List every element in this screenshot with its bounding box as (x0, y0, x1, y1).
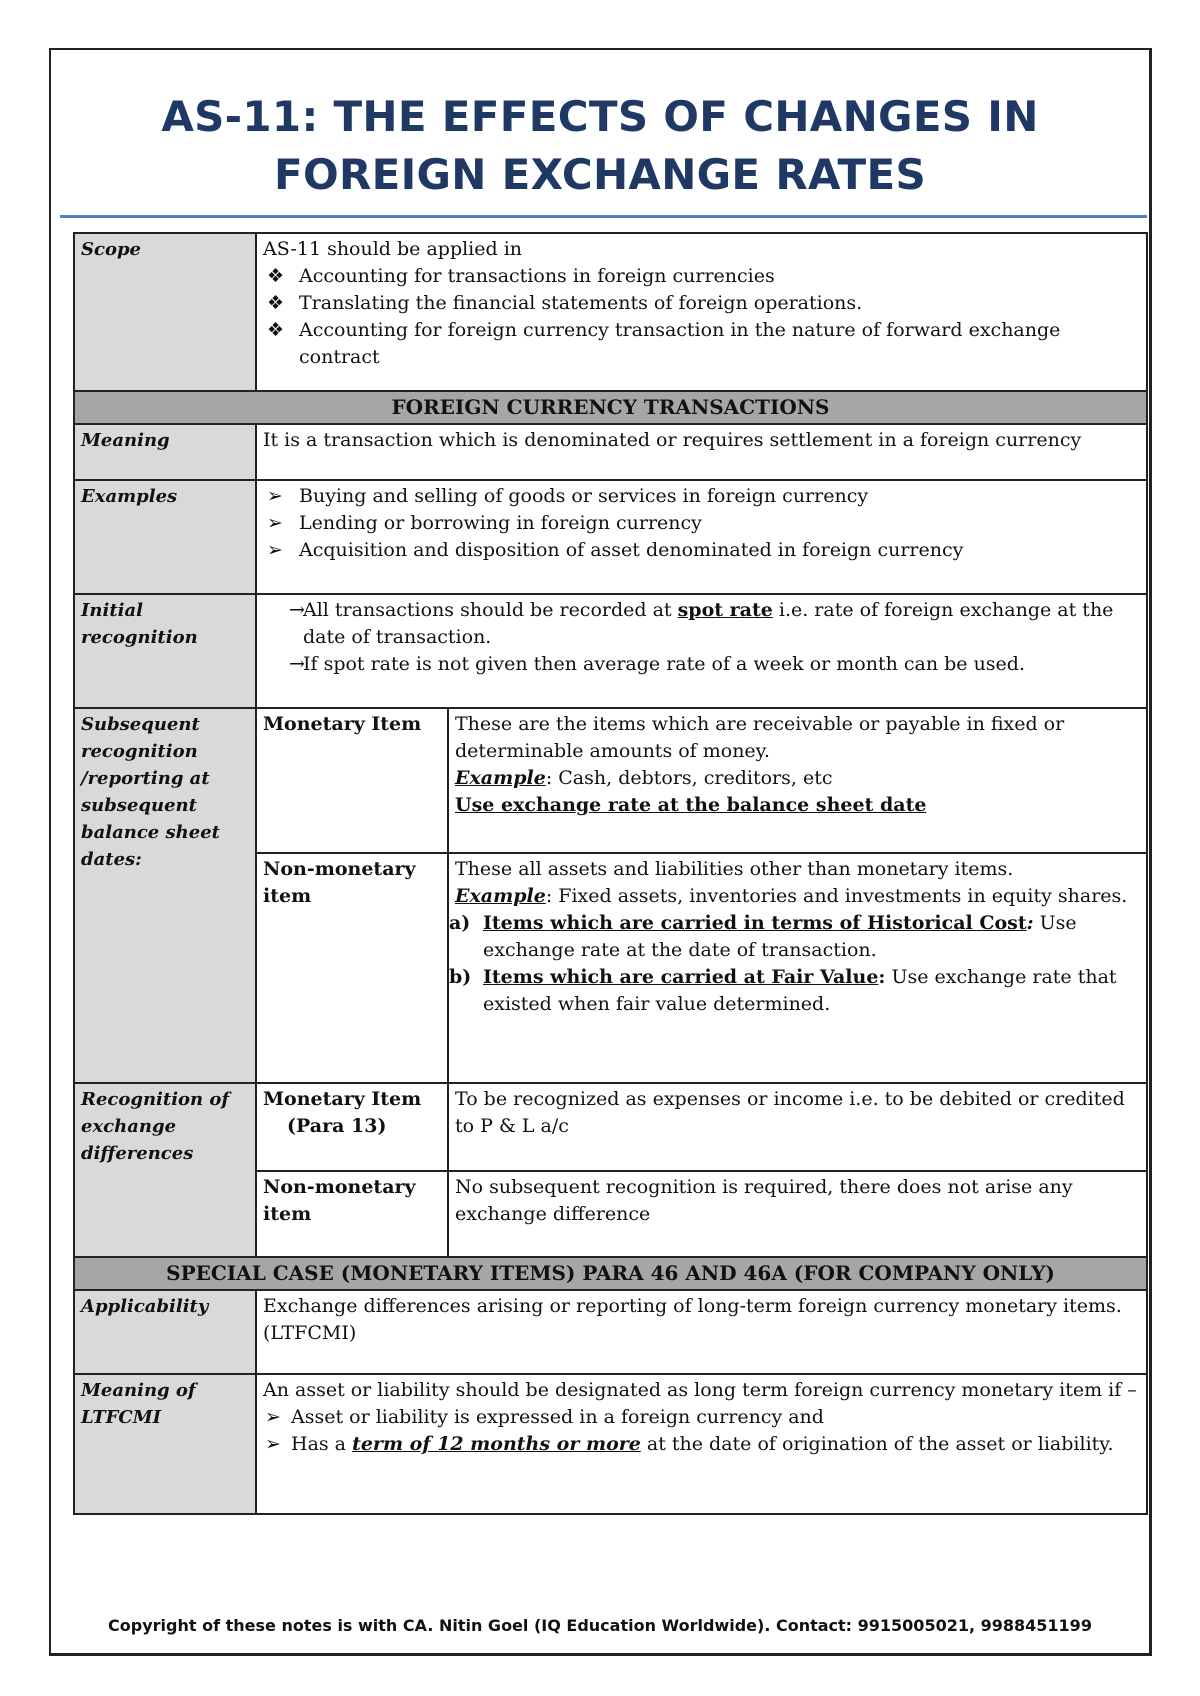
meaning-text: It is a transaction which is denominated or requires settlement in a foreign currency (256, 424, 1147, 480)
row-initial-recognition (74, 594, 1147, 708)
list-item: ➢ Lending or borrowing in foreign currency (263, 510, 1140, 537)
label-applicability: Applicability (74, 1290, 256, 1374)
list-item: a) Items which are carried in terms of Historical Cost: Use exchange rate at the date of transaction. (449, 912, 1077, 961)
list-item: → All transactions should be recorded at spot rate i.e. rate of foreign exchange at the date of transaction. (289, 599, 1114, 648)
list-item: ❖ Translating the financial statements of foreign operations. (263, 290, 1140, 317)
row-ltfcmi (74, 1374, 1147, 1514)
row-recognition-monetary (74, 1083, 1147, 1171)
list-item: ➢ Has a term of 12 months or more at the date of origination of the asset or liability. (263, 1431, 1140, 1458)
label-scope: Scope (74, 233, 256, 391)
list-item: ➢ Buying and selling of goods or services in foreign currency (263, 483, 1140, 510)
label-examples: Examples (74, 480, 256, 594)
notes-table (73, 232, 1148, 1515)
monetary-content: These are the items which are receivable or payable in fixed or determinable amounts of money. Example: Cash, debtors, creditors, etc Use exchange rate at the balance sheet date (448, 708, 1147, 853)
list-item: ❖ Accounting for foreign currency transaction in the nature of forward exchange contract (267, 319, 1061, 368)
row-examples (74, 480, 1147, 594)
right-arrow-icon: → (289, 599, 305, 621)
arrow-bullet-icon: ➢ (265, 1433, 281, 1455)
scope-content (256, 233, 1147, 391)
diamond-bullet-icon: ❖ (267, 265, 285, 287)
label-meaning: Meaning (74, 424, 256, 480)
ltfcmi-content: An asset or liability should be designated as long term foreign currency monetary item if – ➢ Asset or liability is expressed in a foreign currency and ➢ Has a term of 12 months or more at the date of origination of the asset or liability. (256, 1374, 1147, 1514)
title-line-1: AS-11: THE EFFECTS OF CHANGES IN (161, 92, 1039, 141)
initial-content (256, 594, 1147, 708)
examples-content (256, 480, 1147, 594)
list-item: ➢ Acquisition and disposition of asset denominated in foreign currency (263, 537, 1140, 564)
diamond-bullet-icon: ❖ (267, 292, 285, 314)
page-title (60, 88, 1140, 204)
list-item: ➢ Asset or liability is expressed in a foreign currency and (263, 1404, 1140, 1431)
list-item: ❖ Accounting for transactions in foreign currencies (263, 263, 1140, 290)
row-meaning (74, 424, 1147, 480)
copyright-footer: Copyright of these notes is with CA. Nitin Goel (IQ Education Worldwide). Contact: 9915005021, 9988451199 (108, 1616, 1092, 1635)
applicability-text: Exchange differences arising or reporting of long-term foreign currency monetary items. (LTFCMI) (256, 1290, 1147, 1374)
diamond-bullet-icon: ❖ (267, 319, 285, 341)
arrow-bullet-icon: ➢ (267, 485, 283, 507)
arrow-bullet-icon: ➢ (265, 1406, 281, 1428)
nonmonetary-content: These all assets and liabilities other than monetary items. Example: Fixed assets, inventories and investments in equity shares. a) Items which are carried in terms of Historical Cost: Use exchange rate at the date of transaction. b) Items which are carried at Fair Value: Use exchange rate that existed when fair value determined. (448, 853, 1147, 1083)
monetary-rule: Use exchange rate at the balance sheet date (455, 794, 927, 816)
scope-list (263, 263, 1140, 371)
label-monetary-item: Monetary Item (256, 708, 448, 853)
list-item: → If spot rate is not given then average rate of a week or month can be used. (263, 651, 1140, 678)
row-applicability (74, 1290, 1147, 1374)
arrow-bullet-icon: ➢ (267, 539, 283, 561)
section-header: FOREIGN CURRENCY TRANSACTIONS (74, 391, 1147, 424)
title-rule (60, 215, 1147, 218)
recognition-monetary-text: To be recognized as expenses or income i.e. to be debited or credited to P & L a/c (448, 1083, 1147, 1171)
label-monetary-item-para: Monetary Item (Para 13) (256, 1083, 448, 1171)
arrow-bullet-icon: ➢ (267, 512, 283, 534)
row-section-header-1 (74, 391, 1147, 424)
label-nonmonetary-item-2: Non-monetary item (256, 1171, 448, 1257)
label-initial-recognition: Initial recognition (74, 594, 256, 708)
scope-intro: AS-11 should be applied in (263, 238, 523, 260)
ltfcmi-list (263, 1404, 1140, 1458)
title-line-2: FOREIGN EXCHANGE RATES (273, 150, 927, 199)
label-recognition-exchange: Recognition of exchange differences (74, 1083, 256, 1257)
row-subsequent-monetary (74, 708, 1147, 853)
row-scope (74, 233, 1147, 391)
row-section-header-2 (74, 1257, 1147, 1290)
label-subsequent-recognition: Subsequent recognition /reporting at subsequent balance sheet dates: (74, 708, 256, 1083)
list-item: b) Items which are carried at Fair Value: Use exchange rate that existed when fair value determined. (449, 966, 1117, 1015)
initial-list (263, 597, 1140, 678)
section-header: SPECIAL CASE (MONETARY ITEMS) PARA 46 AND 46A (FOR COMPANY ONLY) (74, 1257, 1147, 1290)
examples-list (263, 483, 1140, 564)
right-arrow-icon: → (289, 653, 305, 675)
label-nonmonetary-item: Non-monetary item (256, 853, 448, 1083)
recognition-nonmonetary-text: No subsequent recognition is required, there does not arise any exchange difference (448, 1171, 1147, 1257)
label-ltfcmi: Meaning of LTFCMI (74, 1374, 256, 1514)
